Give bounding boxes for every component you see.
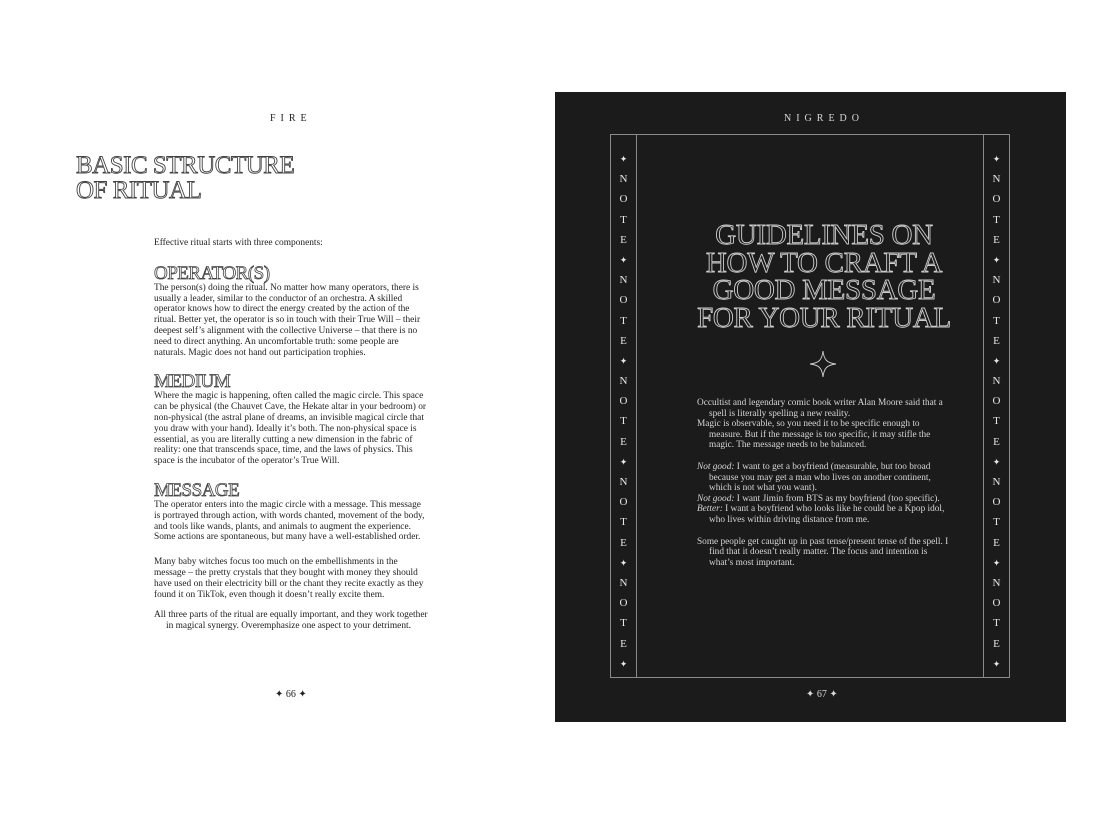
page-title-right (680, 219, 968, 334)
side-note-letter: T (993, 617, 1000, 630)
side-note-column-right (984, 149, 1009, 674)
small-star-icon: ✦ (619, 154, 628, 164)
side-note-letter: N (619, 375, 628, 388)
section-heading: MESSAGE (154, 479, 240, 501)
title-line: BASIC STRUCTURE (76, 152, 295, 179)
side-note-letter: T (620, 516, 627, 529)
small-star-icon: ✦ (619, 355, 628, 366)
side-note-letter: T (993, 314, 1000, 327)
side-note-letter: E (620, 334, 627, 347)
frame-divider-left (636, 135, 637, 677)
small-star-icon: ✦ (992, 456, 1001, 467)
page-number-left: ✦ 66 ✦ (275, 689, 307, 700)
examples-list (697, 462, 953, 526)
right-page (555, 92, 1066, 722)
right-body (697, 398, 953, 568)
paragraph-baby-witches: Many baby witches focus too much on the embellishments in the message – the pretty crystals that they bought with money they should have used on their electricity bill or the chant they recite exactly as they found it on TikTok, even though it doesn’t really excite them. (154, 557, 424, 600)
page-title-left (76, 153, 294, 203)
side-note-letter: E (993, 435, 1000, 448)
example-item (697, 494, 953, 505)
title-line: GOOD MESSAGE (712, 274, 936, 306)
side-note-letter: O (992, 294, 1001, 307)
example-label: Not good: (697, 461, 735, 472)
side-note-letter: O (619, 496, 628, 509)
side-note-letter: T (620, 415, 627, 428)
title-line: HOW TO CRAFT A (705, 246, 943, 279)
small-star-icon: ✦ (992, 355, 1001, 366)
side-note-letter: T (620, 213, 627, 226)
side-note-letter: O (619, 597, 628, 610)
small-star-icon: ✦ (619, 658, 628, 669)
small-star-icon: ✦ (619, 254, 628, 265)
example-text: I want a boyfriend who looks like he could be a Kpop idol, who lives within driving distance from me. (709, 504, 945, 525)
section-text: The operator enters into the magic circle with a message. This message is portrayed through action, with words chanted, movement of the body, and tools like wands, plants, and animals to augment the experience. Some actions are spontaneous, but many have a well-established order. (154, 499, 425, 543)
side-note-letter: T (993, 415, 1000, 428)
intro-paragraph: Effective ritual starts with three components: (154, 238, 323, 248)
side-note-letter: E (993, 233, 1000, 246)
small-star-icon: ✦ (992, 557, 1001, 568)
side-note-letter: N (619, 274, 628, 287)
title-line: OF RITUAL (76, 177, 202, 204)
four-point-star-icon (809, 350, 837, 378)
side-note-letter: E (993, 637, 1000, 650)
side-note-letter: N (992, 173, 1001, 186)
side-note-letter: E (620, 536, 627, 549)
paragraph-closing-right: Some people get caught up in past tense/present tense of the spell. I find that it doesn’t really matter. The focus and intention is what’s most important. (697, 536, 949, 568)
example-text: I want Jimin from BTS as my boyfriend (too specific). (734, 493, 940, 504)
side-note-letter: E (993, 334, 1000, 347)
small-star-icon: ✦ (992, 254, 1001, 265)
side-note-letter: O (992, 193, 1001, 206)
section-operators (154, 264, 428, 359)
side-note-letter: N (992, 576, 1001, 589)
small-star-icon: ✦ (619, 557, 628, 568)
section-text: Where the magic is happening, often called the magic circle. This space can be physical (the Chauvet Cave, the Hekate altar in your bedroom) or non-physical (the astral plane of dreams, an invisible magical circle that you draw with your hand). Ideally it’s both. The non-physical space is essential, as you are literally cutting a new dimension in the fabric of reality: one that transcends space, time, and the laws of physics. This space is the incubator of the operator’s True Will. (154, 391, 427, 467)
side-note-column-left (611, 149, 636, 674)
section-text: The person(s) doing the ritual. No matter how many operators, there is usually a leader, similar to the conductor of an orchestra. A skilled operator knows how to direct the energy created by the action of the ritual. Better yet, the operator is so in touch with their True Will – their deepest self’s alignment with the collective Universe – that there is no need to direct anything. An uncomfortable truth: some people are naturals. Magic does not hand out participation trophies. (154, 282, 421, 358)
side-note-letter: T (620, 617, 627, 630)
left-body (154, 238, 428, 632)
example-label: Better: (697, 504, 723, 515)
small-star-icon: ✦ (619, 456, 628, 467)
side-note-letter: O (619, 193, 628, 206)
side-note-letter: T (993, 516, 1000, 529)
section-medium (154, 372, 428, 467)
side-note-letter: N (992, 274, 1001, 287)
side-note-letter: N (619, 476, 628, 488)
side-note-letter: O (619, 294, 628, 307)
section-heading: MEDIUM (154, 371, 231, 393)
small-star-icon: ✦ (992, 658, 1001, 669)
side-note-letter: E (993, 536, 1000, 549)
side-note-letter: N (992, 476, 1001, 488)
section-heading: OPERATOR(S) (154, 262, 270, 284)
running-head-right: NIGREDO (784, 113, 864, 124)
small-star-icon: ✦ (992, 154, 1001, 164)
side-note-letter: E (620, 233, 627, 246)
side-note-letter: O (992, 395, 1001, 408)
side-note-letter: O (619, 395, 628, 408)
side-note-letter: O (992, 496, 1001, 509)
example-label: Not good: (697, 493, 735, 504)
example-text: I want to get a boyfriend (measurable, but too broad because you may get a man who lives on another continent, which is not what you want). (709, 461, 931, 494)
paragraph-closing: All three parts of the ritual are equally important, and they work together in magical synergy. Overemphasize one aspect to your detriment. (154, 610, 428, 632)
example-item (697, 504, 953, 525)
title-line: FOR YOUR RITUAL (697, 301, 951, 334)
example-item (697, 462, 953, 494)
side-note-letter: E (620, 637, 627, 650)
side-note-letter: N (992, 375, 1001, 388)
paragraph-observable: Magic is observable, so you need it to be specific enough to measure. But if the message is too specific, it may stifle the magic. The message needs to be balanced. (697, 419, 931, 451)
side-note-letter: T (620, 314, 627, 327)
side-note-letter: N (619, 576, 628, 589)
running-head-left: FIRE (270, 113, 312, 124)
side-note-letter: E (620, 435, 627, 448)
title-line: GUIDELINES ON (715, 219, 933, 251)
side-note-letter: N (619, 173, 628, 186)
section-message (154, 481, 428, 543)
side-note-letter: O (992, 597, 1001, 610)
page-number-right: ✦ 67 ✦ (806, 689, 838, 700)
paragraph-alan-moore: Occultist and legendary comic book writer Alan Moore said that a spell is literally spelling a new reality. (697, 398, 943, 419)
side-note-letter: T (993, 213, 1000, 226)
